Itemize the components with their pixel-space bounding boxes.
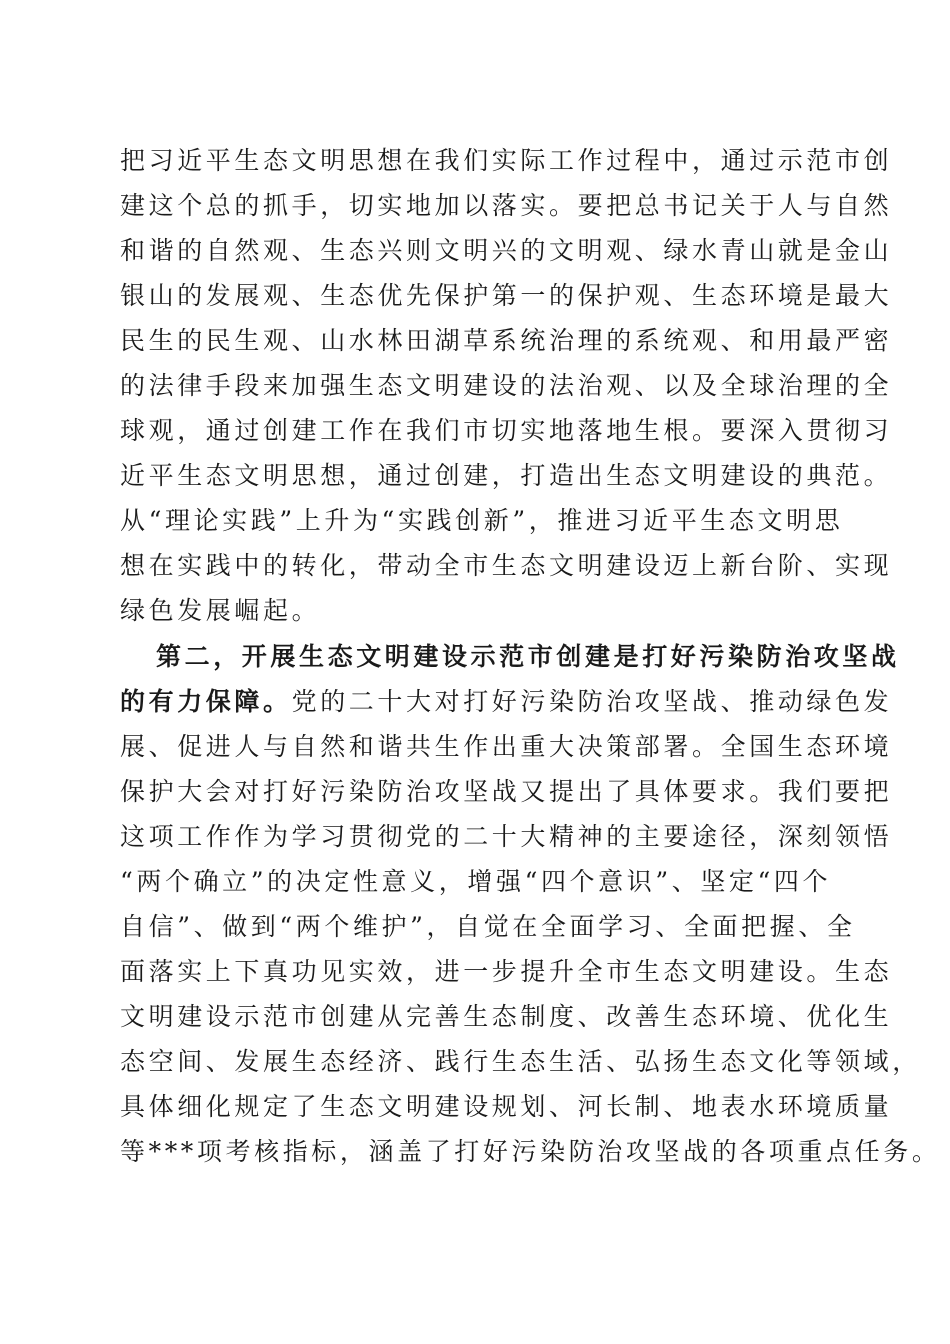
paragraph-1-line-1: 把习近平生态文明思想在我们实际工作过程中，通过示范市创 bbox=[120, 146, 893, 175]
paragraph-1-line-10: 想在实践中的转化，带动全市生态文明建设迈上新台阶、实现 bbox=[120, 551, 893, 580]
paragraph-1-line-3: 和谐的自然观、生态兴则文明兴的文明观、绿水青山就是金山 bbox=[120, 236, 893, 265]
paragraph-2-line-4: 保护大会对打好污染防治攻坚战又提出了具体要求。我们要把 bbox=[120, 777, 893, 806]
paragraph-2-line-7: 自信”、做到“两个维护”，自觉在全面学习、全面把握、全 bbox=[120, 912, 856, 941]
paragraph-1-line-11: 绿色发展崛起。 bbox=[120, 596, 321, 625]
paragraph-1-line-4: 银山的发展观、生态优先保护第一的保护观、生态环境是最大 bbox=[120, 281, 893, 310]
paragraph-2-heading-end: 的有力保障。 bbox=[120, 687, 292, 716]
paragraph-2-line-6: “两个确立”的决定性意义，增强“四个意识”、坚定“四个 bbox=[120, 867, 832, 896]
paragraph-2-line-5: 这项工作作为学习贯彻党的二十大精神的主要途径，深刻领悟 bbox=[120, 822, 893, 851]
paragraph-1-line-9: 从“理论实践”上升为“实践创新”，推进习近平生态文明思 bbox=[120, 506, 844, 535]
paragraph-1-line-6: 的法律手段来加强生态文明建设的法治观、以及全球治理的全 bbox=[120, 371, 893, 400]
paragraph-2-heading-line-1: 第二，开展生态文明建设示范市创建是打好污染防治攻坚战 bbox=[156, 642, 900, 671]
paragraph-2-line-3: 展、促进人与自然和谐共生作出重大决策部署。全国生态环境 bbox=[120, 732, 893, 761]
paragraph-2-line-10: 态空间、发展生态经济、践行生态生活、弘扬生态文化等领域， bbox=[120, 1047, 921, 1076]
paragraph-2-line-9: 文明建设示范市创建从完善生态制度、改善生态环境、优化生 bbox=[120, 1002, 893, 1031]
paragraph-1-line-8: 近平生态文明思想，通过创建，打造出生态文明建设的典范。 bbox=[120, 461, 893, 490]
paragraph-2-line-2-rest: 党的二十大对打好污染防治攻坚战、推动绿色发 bbox=[291, 687, 893, 716]
paragraph-1-line-2: 建这个总的抓手，切实地加以落实。要把总书记关于人与自然 bbox=[120, 191, 893, 220]
paragraph-2-line-11: 具体细化规定了生态文明建设规划、河长制、地表水环境质量 bbox=[120, 1092, 893, 1121]
paragraph-2-line-2 bbox=[120, 687, 893, 717]
paragraph-2-line-8: 面落实上下真功见实效，进一步提升全市生态文明建设。生态 bbox=[120, 957, 893, 986]
paragraph-2-line-12: 等***项考核指标，涵盖了打好污染防治攻坚战的各项重点任务。 bbox=[120, 1137, 941, 1166]
paragraph-1-line-5: 民生的民生观、山水林田湖草系统治理的系统观、和用最严密 bbox=[120, 326, 893, 355]
paragraph-1-line-7: 球观，通过创建工作在我们市切实地落地生根。要深入贯彻习 bbox=[120, 416, 893, 445]
